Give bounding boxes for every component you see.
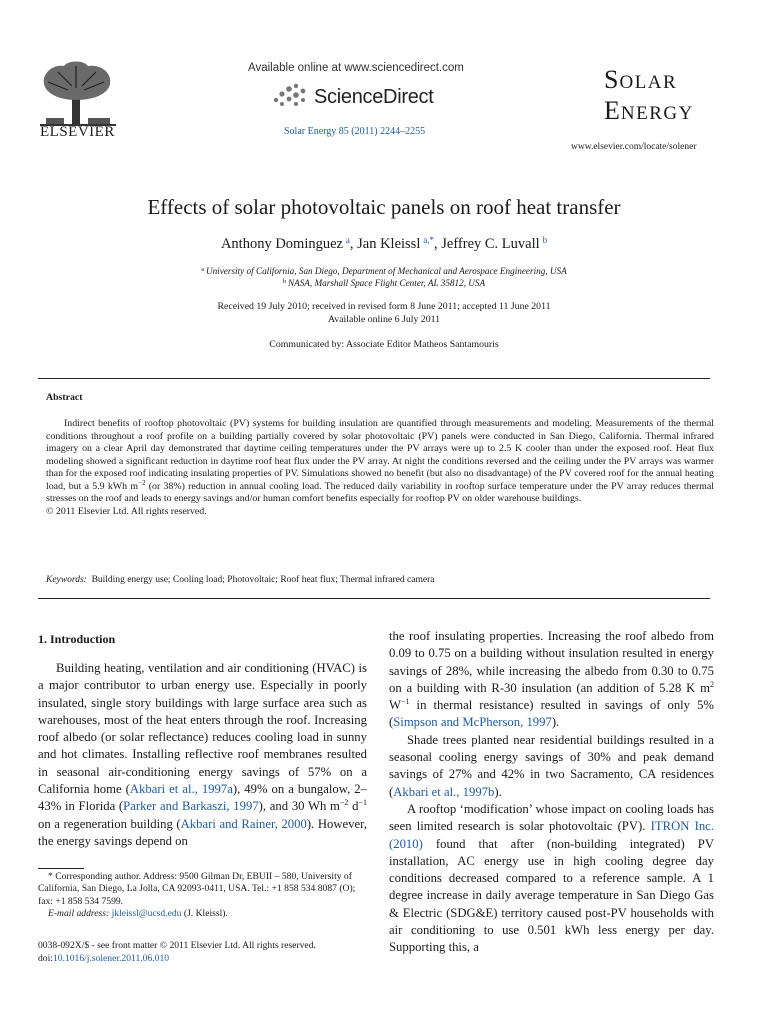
abstract-body [46, 418, 714, 518]
available-online-text: Available online at www.sciencedirect.com [248, 62, 464, 74]
body-text: ). However, the energy savings depend on [38, 816, 367, 848]
author-list [0, 236, 768, 253]
author-name: Jeffrey C. Luvall [441, 236, 540, 252]
affiliation-b [0, 278, 768, 288]
footnote-rule [38, 868, 84, 869]
body-text: found that after (non-building integrated) PV installation, AC energy use in high cooling degree day conditions decreased compared to a reference sample. A 1 degree increase in daily average temperature in San Diego Gas & Electric (SDG&E) territory caused post-PV households with air conditioning to use 0.501 kWh less energy per day. Supporting this, a [389, 836, 714, 955]
citation-link[interactable]: Akbari et al., 1997b [393, 784, 495, 799]
body-text: d [348, 799, 359, 814]
affiliation-text: NASA, Marshall Space Flight Center, AL 35812, USA [287, 278, 486, 288]
body-text: A rooftop ‘modification’ whose impact on cooling loads has seen limited research is solar photovoltaic (PV). [389, 801, 714, 834]
citation-link[interactable]: Parker and Barkaszi, 1997 [123, 799, 259, 814]
body-text: ). [494, 784, 502, 799]
journal-reference-link[interactable]: Solar Energy 85 (2011) 2244–2255 [284, 126, 426, 137]
abstract-text: Indirect benefits of rooftop photovoltaic (PV) systems for building insulation are quantified through measurements and modeling. Measurements of the thermal conditions throughout a roof profile on a building partially covered by solar photovoltaic (PV) panels were conducted in San Diego, California. Thermal infrared imagery on a clear April day demonstrated that daytime ceiling temperatures under the PV arrays were up to 2.5 K cooler than under the exposed roof. Heat flux modeling showed a significant reduction in daytime roof heat flux under the PV array. At night the conditions reversed and the ceiling under the PV arrays was warmer than for the exposed roof indicating insulating properties of PV. Simulations showed no benefit (but also no disadvantage) of the PV covered roof for the annual heating load, but a 5.9 kWh m [46, 418, 714, 492]
body-text: ). [551, 715, 560, 730]
email-label: E-mail address: [48, 907, 110, 919]
unit-superscript: 2 [710, 679, 714, 689]
abstract-text-end: (or 38%) reduction in annual cooling load. The reduced daily variability in rooftop surface temperature under the PV array reduces thermal stresses on the roof and leads to energy savings and/or human comfort benefits especially for rooftop PV on older warehouse buildings. [46, 480, 714, 504]
communicated-by: Communicated by: Associate Editor Matheos Santamouris [269, 339, 499, 350]
left-column [38, 660, 367, 850]
citation-link[interactable]: Akbari and Rainer, 2000 [180, 816, 307, 831]
doi-link[interactable]: 10.1016/j.solener.2011.06.010 [52, 953, 170, 964]
journal-title-cap-e: E [604, 96, 621, 125]
author-affil-mark[interactable]: a,* [423, 235, 435, 245]
journal-title-cap-s: S [604, 65, 620, 94]
sciencedirect-logo-text: ScienceDirect [314, 86, 434, 108]
intro-paragraph-3 [389, 801, 714, 957]
received-dates: Received 19 July 2010; received in revised form 8 June 2011; accepted 11 June 2011 [217, 301, 551, 312]
journal-title-rest-2: NERGY [620, 103, 694, 124]
corresponding-author-footnote [38, 871, 368, 920]
author-affil-mark[interactable]: b [542, 235, 548, 245]
citation-link[interactable]: Akbari et al., 1997a [129, 782, 233, 797]
intro-paragraph-1 [38, 660, 367, 850]
author-separator: , [434, 236, 442, 252]
available-online-date: Available online 6 July 2011 [327, 314, 441, 325]
right-column [389, 628, 714, 957]
journal-title [604, 66, 694, 128]
publisher-name: ELSEVIER [40, 124, 115, 140]
journal-url[interactable]: www.elsevier.com/locate/solener [571, 142, 697, 152]
citation-link[interactable]: ITRON Inc. (2010) [389, 819, 714, 851]
keywords-line [46, 575, 434, 585]
email-owner: (J. Kleissl). [183, 907, 228, 919]
section-heading-introduction: 1. Introduction [38, 632, 116, 646]
keywords-label: Keywords: [46, 575, 87, 585]
email-link[interactable]: jkleissl@ucsd.edu [111, 907, 182, 919]
body-text: ), and 30 Wh m [258, 799, 340, 814]
affiliation-text: University of California, San Diego, Department of Mechanical and Aerospace Engineering, USA [205, 266, 567, 276]
body-text: in thermal resistance) resulted in savings of only 5% ( [389, 698, 714, 730]
unit-superscript: −1 [358, 798, 367, 808]
abstract-bottom-rule [38, 598, 710, 599]
affiliation-mark: b [282, 278, 287, 285]
author-name: Anthony Dominguez [220, 236, 343, 252]
author-separator: , [349, 236, 358, 252]
article-title: Effects of solar photovoltaic panels on roof heat transfer [147, 195, 621, 219]
abstract-copyright: © 2011 Elsevier Ltd. All rights reserved. [46, 505, 207, 517]
affiliation-mark: a [201, 266, 205, 273]
journal-title-rest-1: OLAR [619, 72, 678, 93]
sciencedirect-dots-icon [272, 82, 310, 108]
unit-superscript: −1 [400, 696, 410, 706]
front-matter-note [38, 939, 378, 965]
abstract-heading: Abstract [46, 392, 83, 403]
doi-label: doi: [38, 953, 53, 964]
author-affil-mark[interactable]: a [345, 235, 350, 245]
author-name: Jan Kleissl [357, 236, 421, 252]
intro-paragraph-continued [389, 628, 714, 732]
body-text: W [389, 698, 401, 713]
unit-superscript: −2 [339, 798, 349, 808]
affiliation-a [0, 266, 768, 276]
body-text: the roof insulating properties. Increasing the roof albedo from 0.09 to 0.75 on a building without insulation resulted in energy savings of 28%, while increasing the albedo from 0.30 to 0.75 on a building with R-30 insulation (an addition of 5.28 K m [389, 629, 714, 695]
abstract-top-rule [38, 378, 710, 379]
citation-link[interactable]: Simpson and McPherson, 1997 [393, 715, 552, 730]
body-text: ), 49% on a bungalow, 2–43% in Florida ( [38, 782, 367, 814]
abstract-superscript: −2 [138, 478, 146, 487]
footnote-text: Corresponding author. Address: 9500 Gilman Dr, EBUII – 580, University of California, San Diego, La Jolla, CA 92093-0411, USA. Tel.: +1 858 534 8087 (O); fax: +1 858 534 7599. [38, 871, 356, 907]
footnote-mark: * [48, 871, 53, 882]
body-text: on a regeneration building ( [38, 816, 181, 831]
body-text: Shade trees planted near residential buildings resulted in a seasonal cooling energy savings of 30% and peak demand savings of 27% and 42% in two Sacramento, CA residences ( [389, 732, 714, 799]
issn-line: 0038-092X/$ - see front matter © 2011 Elsevier Ltd. All rights reserved. [38, 940, 316, 951]
abstract-paragraph [46, 418, 714, 506]
body-text: Building heating, ventilation and air conditioning (HVAC) is a major contributor to urban energy use. Especially in poorly insulated, single story buildings with large surface area such as warehouses, most of the heat enters through the roof. Increasing roof albedo (or solar reflectance) reduces cooling load in sunny and hot climates. Installing reflective roof membranes resulted in seasonal air-conditioning energy savings of 57% on a California home ( [38, 661, 367, 797]
intro-paragraph-2 [389, 732, 714, 801]
keywords-list: Building energy use; Cooling load; Photovoltaic; Roof heat flux; Thermal infrared camera [91, 575, 435, 585]
